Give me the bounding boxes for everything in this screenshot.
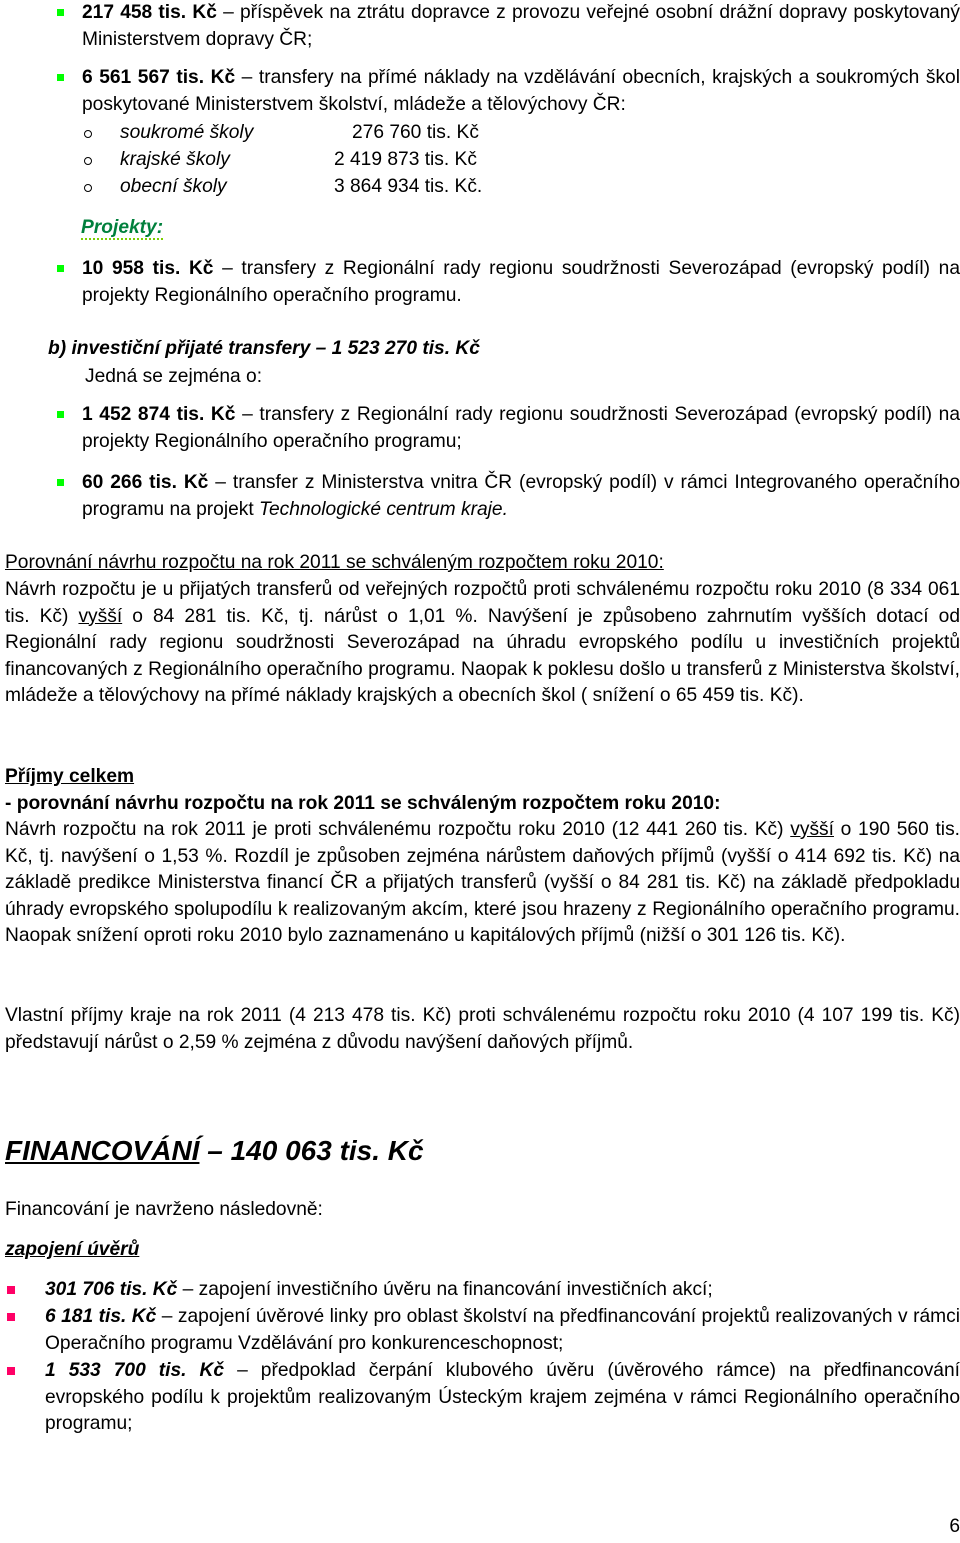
school-value: 3 864 934 tis. Kč.	[334, 176, 483, 197]
financovani-item	[45, 1277, 960, 1304]
compare-vyssi: vyšší	[78, 605, 123, 627]
financovani-amount: – 140 063 tis. Kč	[199, 1135, 424, 1166]
compare-heading-text: Porovnání návrhu rozpočtu na rok 2011 se schváleným rozpočtem roku 2010:	[5, 552, 664, 573]
list-item	[82, 65, 960, 118]
ring-bullet-icon	[84, 184, 92, 192]
financovani-title-text: FINANCOVÁNÍ	[5, 1135, 200, 1166]
financovani-item	[45, 1358, 960, 1438]
page-number: 6	[949, 1515, 960, 1537]
school-label: obecní školy	[120, 176, 227, 197]
item-text: – transfer z Ministerstva vnitra ČR (evropský podíl) v rámci Integrovaného operačního programu na projekt	[82, 472, 960, 520]
bullet-icon	[57, 411, 64, 418]
bullet-icon	[57, 9, 64, 16]
bullet-icon	[57, 479, 64, 486]
amount: 6 561 567 tis. Kč	[82, 67, 236, 88]
list-item	[82, 256, 960, 309]
school-value: 276 760 tis. Kč	[352, 122, 479, 143]
item-text: – zapojení investičního úvěru na financování investičních akcí;	[177, 1279, 713, 1300]
bullet-icon	[57, 265, 64, 272]
item-text: – transfery z Regionální rady regionu soudržnosti Severozápad (evropský podíl) na projekty Regionálního operačního programu;	[82, 404, 960, 452]
financovani-intro: Financování je navrženo následovně:	[5, 1199, 323, 1220]
pink-bullet-icon	[7, 1313, 15, 1321]
pink-bullet-icon	[7, 1286, 15, 1294]
item-text: – předpoklad čerpání klubového úvěru (úvěrového rámce) na předfinancování evropského podílu k projektům realizovaným Ústeckým krajem zejména v rámci Regionálního operačního programu;	[45, 1360, 960, 1434]
amount: 217 458 tis. Kč	[82, 2, 217, 23]
financovani-title	[5, 1135, 424, 1166]
ring-bullet-icon	[84, 130, 92, 138]
item-text: – příspěvek na ztrátu dopravce z provozu veřejné osobní drážní dopravy poskytovaný Ministerstvem dopravy ČR;	[82, 2, 960, 50]
school-value: 2 419 873 tis. Kč	[334, 149, 477, 170]
item-text: – zapojení úvěrové linky pro oblast školství na předfinancování projektů realizovaných v rámci Operačního programu Vzdělávání pro konkurenceschopnost;	[45, 1306, 960, 1354]
item-text: – transfery na přímé náklady na vzdělávání obecních, krajských a soukromých škol poskytované Ministerstvem školství, mládeže a tělovýchovy ČR:	[82, 67, 960, 115]
school-row	[120, 120, 253, 147]
list-item	[82, 0, 960, 53]
projekty-label: Projekty:	[81, 217, 164, 238]
compare-text-2: o 84 281 tis. Kč, tj. nárůst o 1,01 %. Navýšení je způsobeno zahrnutím vyšších dotací od Regionální rady regionu soudržnosti Severozápad na úhradu evropského podílu u investičních projektů financovaných z Regionálního operačního programu. Naopak k poklesu došlo u transferů z Ministerstva školství, mládeže a tělovýchovy na přímé náklady krajských a obecních škol ( snížení o 65 459 tis. Kč).	[5, 605, 960, 706]
financovani-item	[45, 1304, 960, 1357]
prijmy-text-2: o 190 560 tis. Kč, tj. navýšení o 1,53 %. Rozdíl je způsoben zejména nárůstem daňových příjmů (vyšší o 414 692 tis. Kč) na základě predikce Ministerstva financí ČR a přijatých transferů (vyšší o 84 281 tis. Kč) na základě předpokladu úhrady evropského spolupodílu k realizovaným akcím, které jsou hrazeny z Regionálního operačního programu. Naopak snížení oproti roku 2010 bylo zaznamenáno u kapitálových příjmů (nižší o 301 126 tis. Kč).	[5, 819, 960, 946]
zapojeni-heading	[5, 1237, 139, 1264]
zapojeni-heading-text: zapojení úvěrů	[5, 1239, 140, 1260]
pink-bullet-icon	[7, 1367, 15, 1375]
school-label: krajské školy	[120, 149, 230, 170]
amount: 60 266 tis. Kč	[82, 472, 209, 493]
invest-sub: Jedná se zejména o:	[85, 366, 263, 387]
compare-text-1: Návrh rozpočtu je u přijatých transferů od veřejných rozpočtů proti schválenému rozpočtu roku 2010 (8 334 061 tis. Kč)	[5, 579, 960, 627]
ring-bullet-icon	[84, 157, 92, 165]
amount: 1 533 700 tis. Kč	[45, 1360, 225, 1381]
prijmy-heading-text: Příjmy celkem	[5, 766, 135, 787]
school-row	[120, 174, 227, 201]
compare-heading	[5, 550, 664, 577]
prijmy-paragraph-2: Vlastní příjmy kraje na rok 2011 (4 213 478 tis. Kč) proti schválenému rozpočtu roku 2010 (4 107 199 tis. Kč) představují nárůst o 2,59 % zejména z důvodu navýšení daňových příjmů.	[5, 1005, 960, 1053]
projekty-heading	[81, 215, 163, 242]
amount: 10 958 tis. Kč	[82, 258, 214, 279]
prijmy-sub	[5, 791, 721, 818]
prijmy-vyssi: vyšší	[790, 819, 834, 840]
school-label: soukromé školy	[120, 122, 254, 143]
item-italic: Technologické centrum kraje.	[259, 498, 508, 520]
amount: 301 706 tis. Kč	[45, 1279, 178, 1300]
school-row	[120, 147, 230, 174]
invest-heading: b) investiční přijaté transfery – 1 523 270 tis. Kč	[48, 338, 480, 359]
item-text: – transfery z Regionální rady regionu soudržnosti Severozápad (evropský podíl) na projekty Regionálního operačního programu.	[82, 258, 960, 306]
amount: 6 181 tis. Kč	[45, 1306, 157, 1327]
prijmy-sub-text: - porovnání návrhu rozpočtu na rok 2011 se schváleným rozpočtem roku 2010:	[5, 793, 721, 814]
amount: 1 452 874 tis. Kč	[82, 404, 236, 425]
compare-paragraph	[5, 577, 960, 710]
list-item	[82, 402, 960, 455]
bullet-icon	[57, 74, 64, 81]
prijmy-paragraph	[5, 817, 960, 950]
prijmy-text-1: Návrh rozpočtu na rok 2011 je proti schválenému rozpočtu roku 2010 (12 441 260 tis. Kč)	[5, 819, 791, 840]
prijmy-heading	[5, 764, 134, 791]
list-item	[82, 470, 960, 523]
